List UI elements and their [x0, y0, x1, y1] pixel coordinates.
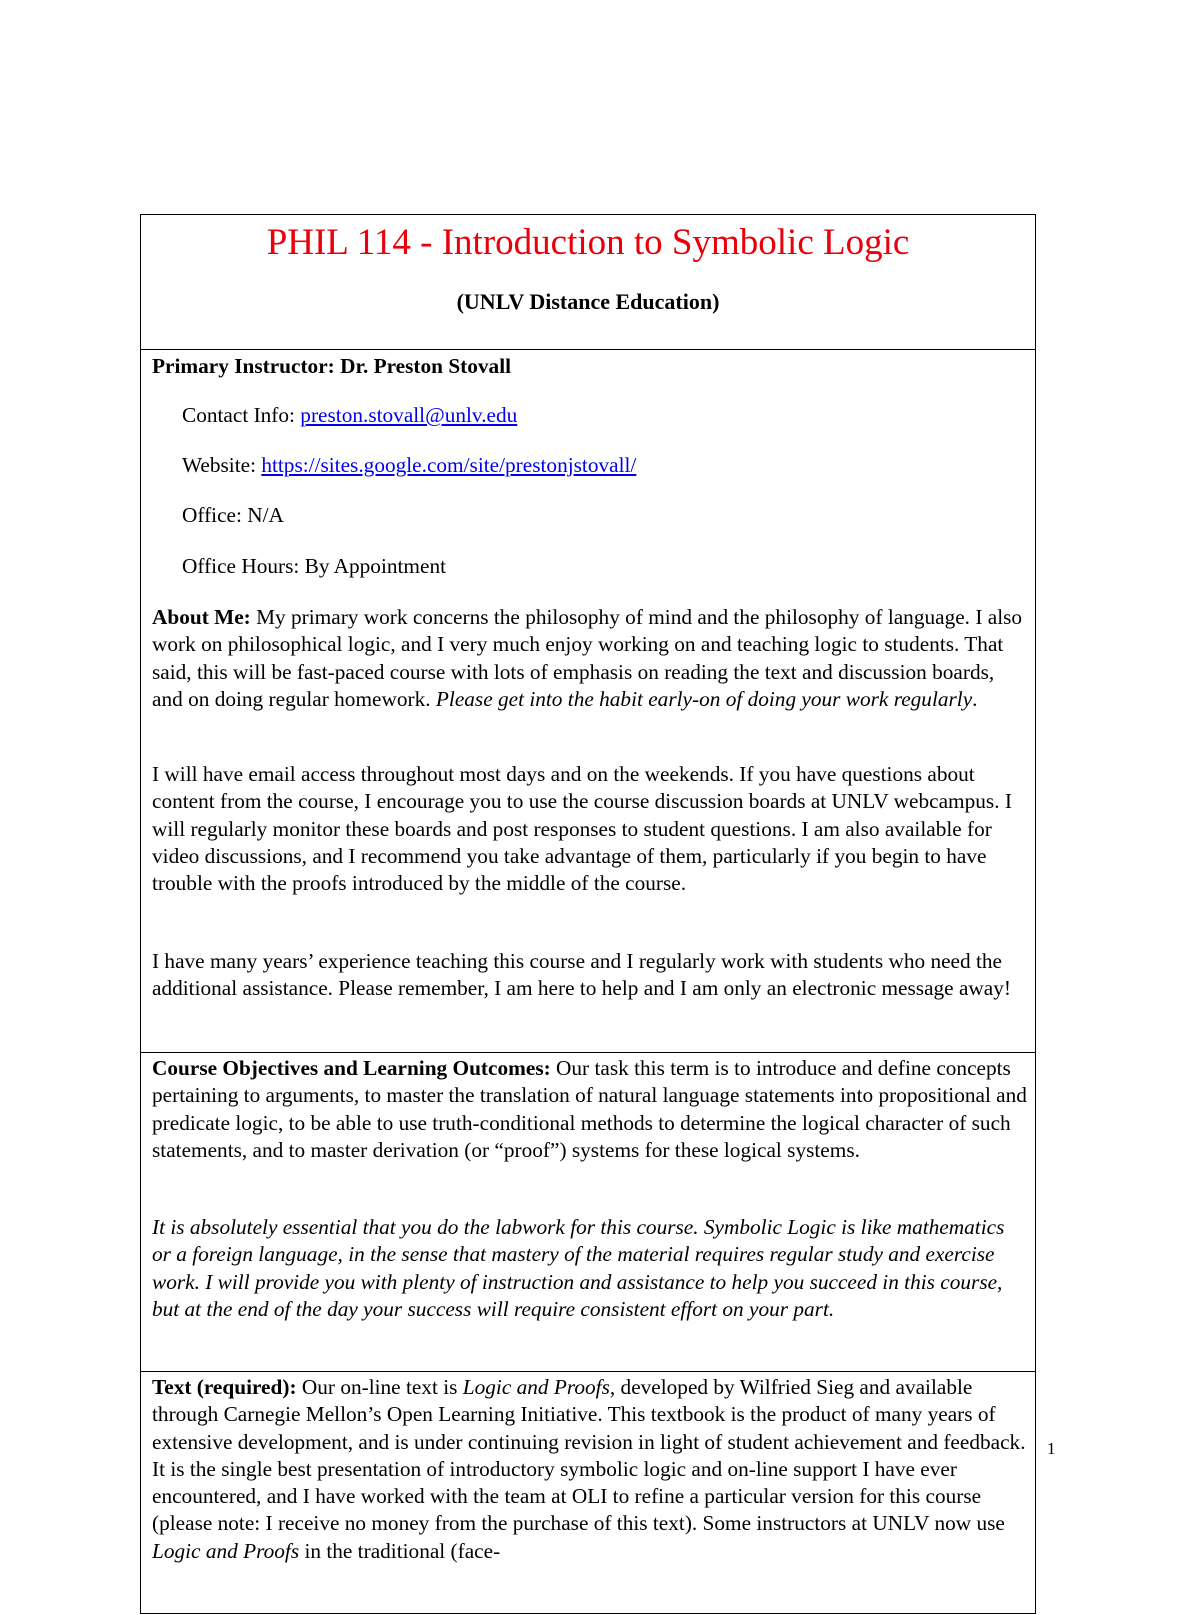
availability-paragraph: I will have email access throughout most days and on the weekends. If you have questions about content from the course, I encourage you to use the course discussion boards at UNLV webcampus. I will regularly monitor these boards and post responses to student questions. I am also available for video discussions, and I recommend you take advantage of them, particularly if you begin to have trouble with the proofs introduced by the middle of the course.: [152, 762, 1012, 896]
objectives-paragraph: Course Objectives and Learning Outcomes: Our task this term is to introduce and define concepts pertaining to arguments, to master the translation of natural language statements into propositional and predicate logic, to be able to use truth-conditional methods to determine the logical character of such statements, and to master derivation (or “proof”) systems for these logical systems.: [152, 1056, 1027, 1162]
syllabus-table: [140, 214, 1036, 1614]
office-info: Office: N/A: [182, 503, 284, 527]
objectives-cell: [141, 1053, 1035, 1372]
labwork-paragraph: It is absolutely essential that you do the labwork for this course. Symbolic Logic is like mathematics or a foreign language, in the sense that mastery of the material requires regular study and exercise work. I will provide you with plenty of instruction and assistance to help you succeed in this course, but at the end of the day your success will require consistent effort on your part.: [152, 1215, 1005, 1321]
website-link[interactable]: https://sites.google.com/site/prestonjstovall/: [261, 453, 637, 477]
instructor-heading: Primary Instructor: Dr. Preston Stovall: [152, 354, 512, 378]
title-cell: [141, 215, 1035, 350]
page-subtitle: (UNLV Distance Education): [456, 289, 720, 314]
email-link[interactable]: preston.stovall@unlv.edu: [300, 403, 518, 427]
instructor-cell: [141, 350, 1035, 1053]
contact-info: Contact Info: preston.stovall@unlv.edu: [182, 403, 518, 427]
office-hours: Office Hours: By Appointment: [182, 554, 447, 578]
page-number: 1: [1047, 1439, 1056, 1458]
website-info: Website: https://sites.google.com/site/prestonjstovall/: [182, 453, 637, 477]
page-title: PHIL 114 - Introduction to Symbolic Logic: [266, 222, 910, 263]
about-me-paragraph: About Me: My primary work concerns the philosophy of mind and the philosophy of language. I also work on philosophical logic, and I very much enjoy working on and teaching logic to students. That said, this will be fast-paced course with lots of emphasis on reading the text and discussion boards, and on doing regular homework. Please get into the habit early-on of doing your work regularly.: [152, 605, 1023, 711]
textbook-paragraph: Text (required): Our on-line text is Logic and Proofs, developed by Wilfried Sieg and available through Carnegie Mellon’s Open Learning Initiative. This textbook is the product of many years of extensive development, and is under continuing revision in light of student achievement and feedback. It is the single best presentation of introductory symbolic logic and on-line support I have ever encountered, and I have worked with the team at OLI to refine a particular version for this course (please note: I receive no money from the purchase of this text). Some instructors at UNLV now use Logic and Proofs in the traditional (face-: [152, 1375, 1026, 1563]
text-cell: [141, 1372, 1035, 1615]
assistance-paragraph: I have many years’ experience teaching this course and I regularly work with students who need the additional assistance. Please remember, I am here to help and I am only an electronic message away!: [152, 949, 1011, 1001]
